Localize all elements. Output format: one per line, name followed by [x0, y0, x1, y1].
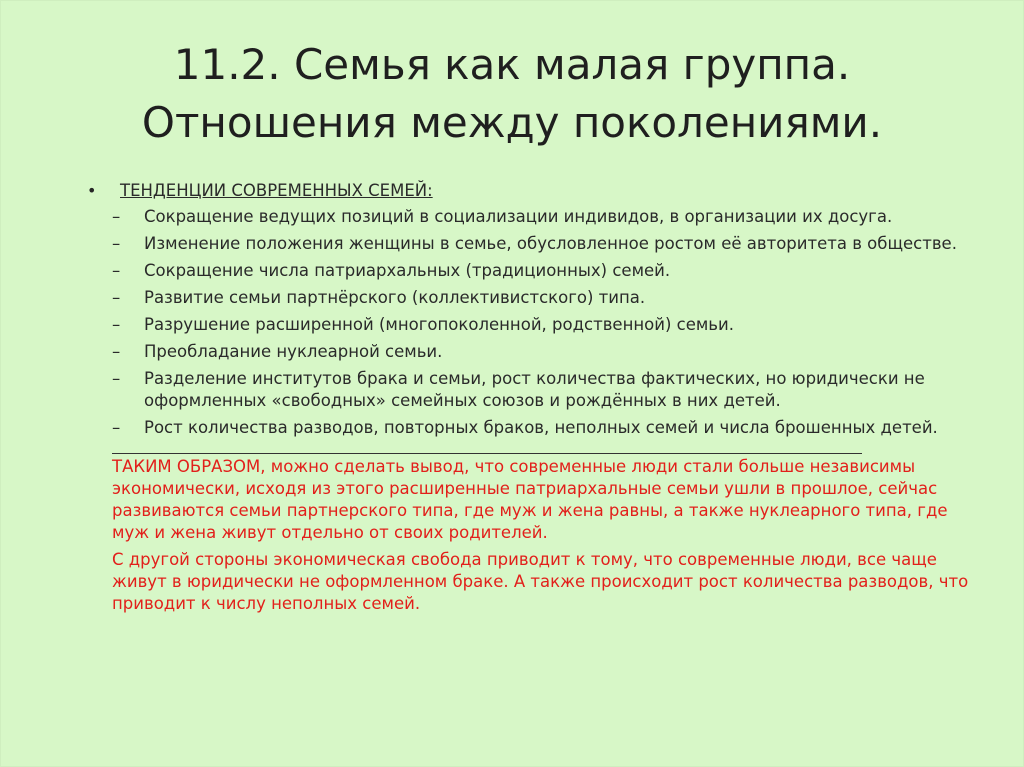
list-item [92, 368, 972, 412]
list-item-text: Рост количества разводов, повторных браков, неполных семей и числа брошенных детей. [144, 418, 938, 437]
slide-title [0, 36, 1024, 152]
conclusion-block [92, 456, 972, 615]
dash-icon: – [112, 369, 121, 388]
list-item [92, 260, 972, 282]
separator-line [112, 453, 862, 454]
list-item-text: Развитие семьи партнёрского (коллективистского) типа. [144, 288, 646, 307]
list-item-text: Разделение институтов брака и семьи, рост количества фактических, но юридически не оформленных «свободных» семейных союзов и рождённых в них детей. [144, 369, 925, 410]
slide-body [87, 180, 972, 620]
list-item [92, 233, 972, 255]
title-line-1: 11.2. Семья как малая группа. [173, 40, 851, 89]
list-item [92, 341, 972, 363]
list-item-text: Преобладание нуклеарной семьи. [144, 342, 443, 361]
bullet-icon: • [87, 181, 97, 200]
conclusion-paragraph: С другой стороны экономическая свобода приводит к тому, что современные люди, все чаще живут в юридически не оформленном браке. А также происходит рост количества разводов, что приводит к числу неполных семей. [112, 550, 969, 613]
list-item [92, 287, 972, 309]
list-item [92, 314, 972, 336]
list-item-text: Сокращение ведущих позиций в социализации индивидов, в организации их досуга. [144, 207, 893, 226]
dash-icon: – [112, 315, 121, 334]
trend-list [92, 206, 972, 439]
section-heading: ТЕНДЕНЦИИ СОВРЕМЕННЫХ СЕМЕЙ: [120, 181, 433, 200]
dash-icon: – [112, 207, 121, 226]
dash-icon: – [112, 342, 121, 361]
conclusion-paragraph: ТАКИМ ОБРАЗОМ, можно сделать вывод, что современные люди стали больше независимы экономически, исходя из этого расширенные патриархальные семьи ушли в прошлое, сейчас развиваются семьи партнерского типа, где муж и жена равны, а также нуклеарного типа, где муж и жена живут отдельно от своих родителей. [112, 457, 948, 542]
dash-icon: – [112, 418, 121, 437]
title-line-2: Отношения между поколениями. [141, 98, 883, 147]
list-item [92, 206, 972, 228]
dash-icon: – [112, 261, 121, 280]
bullet-item [87, 180, 972, 202]
list-item [92, 417, 972, 439]
list-item-text: Изменение положения женщины в семье, обусловленное ростом её авторитета в обществе. [144, 234, 957, 253]
dash-icon: – [112, 234, 121, 253]
list-item-text: Разрушение расширенной (многопоколенной, родственной) семьи. [144, 315, 735, 334]
dash-icon: – [112, 288, 121, 307]
list-item-text: Сокращение числа патриархальных (традиционных) семей. [144, 261, 671, 280]
